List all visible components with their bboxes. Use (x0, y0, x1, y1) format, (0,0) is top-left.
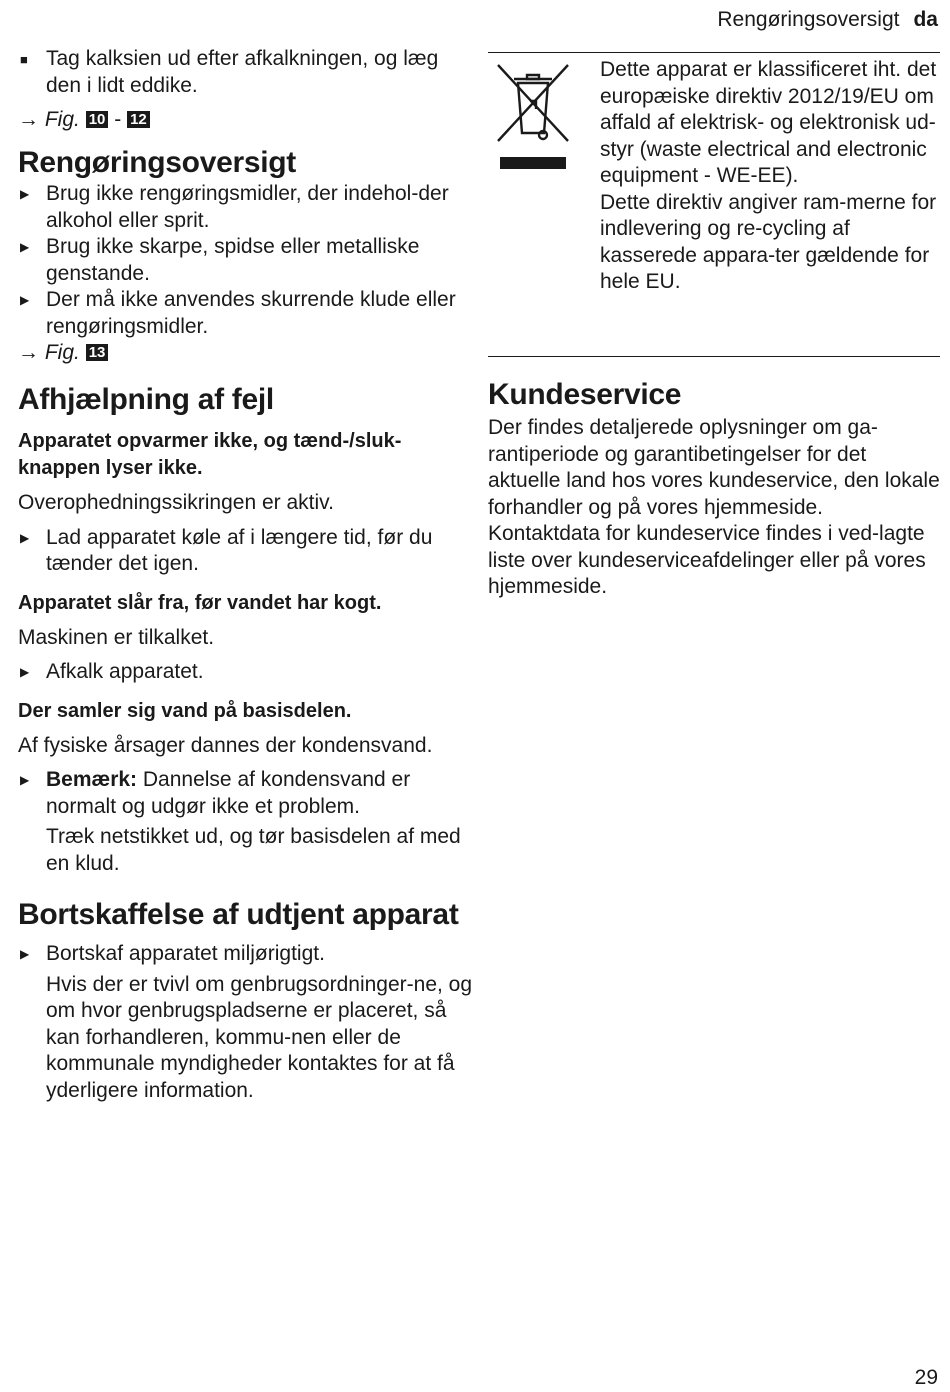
problem-remedy (18, 767, 476, 820)
figure-number-box: 13 (86, 344, 109, 361)
list-item (18, 287, 476, 340)
header-language-code: da (913, 8, 938, 31)
triangle-bullet-icon: ▶ (20, 240, 30, 254)
note-label: Bemærk: (46, 768, 138, 791)
problem-remedy (18, 525, 476, 578)
square-bullet-icon: ■ (20, 52, 28, 67)
remedy-text: Lad apparatet køle af i længere tid, før du tænder det igen. (46, 525, 433, 575)
figure-range-separator: - (114, 108, 122, 131)
left-column (18, 46, 476, 1104)
figure-reference (18, 340, 476, 366)
remedy-text: Afkalk apparatet. (46, 660, 204, 683)
list-item-text: Brug ikke skarpe, spidse eller metalliske genstande. (46, 235, 420, 285)
figure-label: Fig. (44, 108, 80, 131)
problem-heading: Apparatet slår fra, før vandet har kogt. (18, 591, 382, 614)
figure-reference (18, 107, 476, 133)
triangle-bullet-icon: ▶ (20, 530, 30, 545)
section-title-customer-service: Kundeservice (488, 378, 682, 411)
triangle-bullet-icon: ▶ (20, 947, 30, 961)
figure-number-box: 10 (86, 111, 109, 128)
problem-cause: Overophedningssikringen er aktiv. (18, 491, 334, 514)
arrow-right-icon: → (18, 108, 39, 131)
list-item-text: Brug ikke rengøringsmidler, der indehol-der alkohol eller sprit. (46, 182, 449, 232)
triangle-bullet-icon: ▶ (20, 773, 30, 787)
triangle-bullet-icon: ▶ (20, 293, 30, 307)
section-title-disposal: Bortskaffelse af udtjent apparat (18, 898, 459, 931)
section-title-cleaning: Rengøringsoversigt (18, 146, 296, 179)
disposal-instruction-text: Bortskaf apparatet miljørigtigt. (46, 942, 325, 965)
disposal-instruction (18, 941, 476, 968)
weee-paragraph: Dette direktiv angiver ram-merne for indlevering og re-cycling af kasserede appara-ter gældende for hele EU. (600, 190, 937, 293)
problem-heading: Apparatet opvarmer ikke, og tænd-/sluk-knappen lyser ikke. (18, 430, 402, 479)
intro-bullet (18, 46, 476, 99)
disposal-detail: Hvis der er tvivl om genbrugsordninger-ne, og om hvor genbrugspladserne er placeret, så kan forhandleren, kommu-nen eller de kommunale myndigheder kontaktes for at få yderligere information. (46, 972, 473, 1102)
running-header (717, 8, 938, 32)
page-number: 29 (914, 1366, 938, 1389)
arrow-right-icon: → (18, 341, 39, 364)
remedy-extra: Træk netstikket ud, og tør basisdelen af med en klud. (46, 825, 461, 875)
weee-notice (488, 52, 940, 357)
problem-cause: Af fysiske årsager dannes der kondensvand. (18, 733, 433, 757)
header-section-title: Rengøringsoversigt (717, 8, 900, 31)
intro-bullet-text: Tag kalksien ud efter afkalkningen, og læg den i lidt eddike. (46, 47, 439, 97)
crossed-out-bin-icon (496, 61, 570, 171)
list-item (18, 181, 476, 234)
customer-service-body: Der findes detaljerede oplysninger om ga-rantiperiode og garantibetingelser for det aktuelle land hos vores kundeservice, den lokale forhandler og på vores hjemmeside. Kontaktdata for kundeservice findes i ved-lagte liste over kundeserviceafdelinger eller på vores hjemmeside. (488, 416, 940, 598)
figure-number-box: 12 (127, 111, 150, 128)
figure-label: Fig. (44, 341, 80, 364)
remedy-text: Dannelse af kondensvand er normalt og udgør ikke et problem. (46, 768, 411, 818)
right-column (488, 52, 940, 601)
problem-cause: Maskinen er tilkalket. (18, 625, 215, 649)
section-title-troubleshooting: Afhjælpning af fejl (18, 383, 274, 416)
triangle-bullet-icon: ▶ (20, 665, 30, 679)
problem-heading: Der samler sig vand på basisdelen. (18, 699, 352, 722)
weee-paragraph: Dette apparat er klassificeret iht. det europæiske direktiv 2012/19/EU om affald af elektrisk- og elektronisk ud-styr (waste electrical and electronic equipment - WE-EE). (600, 58, 937, 187)
list-item-text: Der må ikke anvendes skurrende klude eller rengøringsmidler. (46, 288, 456, 338)
triangle-bullet-icon: ▶ (20, 187, 30, 201)
problem-remedy (18, 659, 476, 686)
list-item (18, 234, 476, 287)
